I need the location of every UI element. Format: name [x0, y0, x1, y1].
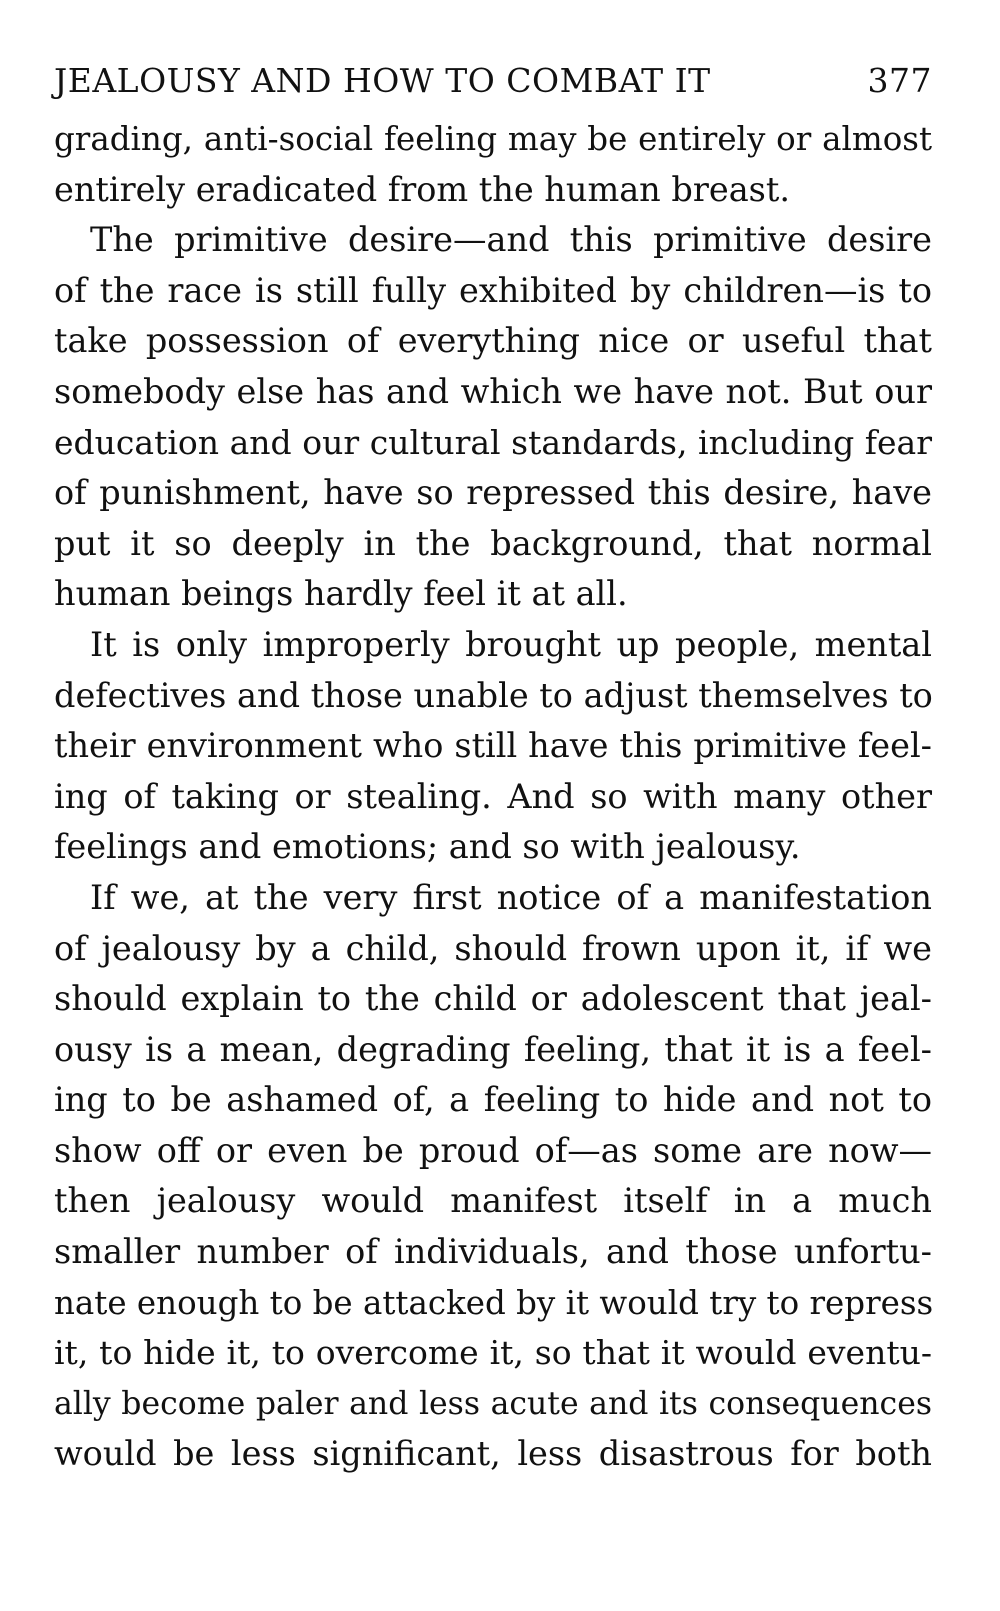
text-line: nate enough to be attacked by it would try to repress: [54, 1283, 934, 1322]
text-line: show off or even be proud of—as some are now—: [54, 1130, 932, 1170]
text-line: of the race is still fully exhibited by children—is to: [54, 270, 932, 310]
text-line: It is only improperly brought up people, mental: [90, 624, 932, 664]
text-line: education and our cultural standards, including fear: [54, 422, 932, 462]
text-line: of punishment, have so repressed this desire, have: [54, 473, 932, 513]
text-line: feelings and emotions; and so with jealousy.: [54, 827, 801, 867]
text-line: grading, anti-social feeling may be entirely or almost: [54, 120, 932, 158]
page-number: 377: [867, 61, 932, 100]
text-line: entirely eradicated from the human breast.: [54, 169, 790, 209]
text-line: defectives and those unable to adjust themselves to: [54, 675, 933, 715]
text-line: The primitive desire—and this primitive desire: [90, 220, 932, 260]
text-line: ousy is a mean, degrading feeling, that it is a feel-: [54, 1029, 932, 1069]
text-line: somebody else has and which we have not. But our: [54, 371, 932, 411]
text-line: their environment who still have this primitive feel-: [54, 726, 932, 766]
text-line: ing of taking or stealing. And so with many other: [54, 776, 932, 816]
text-line: ally become paler and less acute and its consequences: [54, 1385, 932, 1422]
text-line: human beings hardly feel it at all.: [54, 574, 628, 614]
text-line: then jealousy would manifest itself in a much: [54, 1181, 932, 1221]
text-line: put it so deeply in the background, that normal: [54, 523, 932, 563]
text-line: smaller number of individuals, and those unfortu-: [54, 1232, 932, 1272]
text-line: would be less significant, less disastrous for both: [54, 1434, 932, 1474]
body-text: [54, 114, 932, 1480]
text-line: it, to hide it, to overcome it, so that it would eventu-: [54, 1333, 932, 1373]
running-header: [54, 56, 932, 106]
book-page: [54, 56, 932, 1480]
text-line: of jealousy by a child, should frown upon it, if we: [54, 928, 932, 968]
text-line: If we, at the very first notice of a manifestation: [90, 877, 932, 917]
running-title: JEALOUSY AND HOW TO COMBAT IT: [54, 61, 711, 100]
text-line: ing to be ashamed of, a feeling to hide and not to: [54, 1080, 932, 1120]
text-line: take possession of everything nice or useful that: [54, 321, 932, 361]
text-line: should explain to the child or adolescent that jeal-: [54, 979, 932, 1019]
